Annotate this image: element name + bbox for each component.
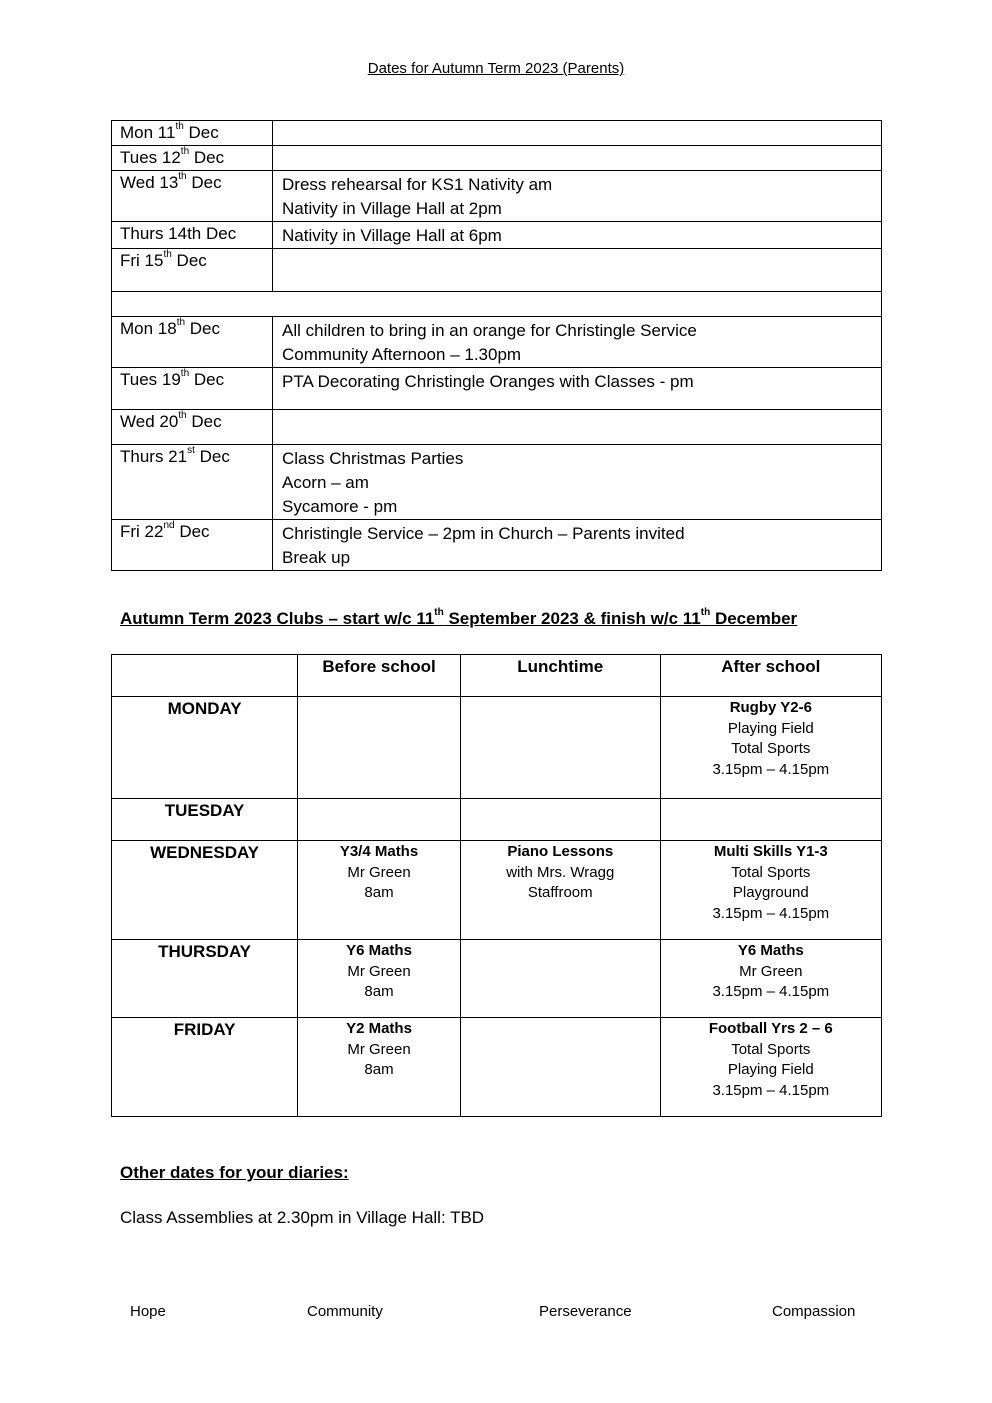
clubs-heading-part3: December [710,609,798,628]
club-detail: with Mrs. Wragg [506,863,615,881]
date-month: Dec [183,123,219,142]
date-month: Dec [171,251,207,270]
club-detail: 3.15pm – 4.15pm [712,904,830,922]
dates-spacer-row [112,292,882,317]
club-day: THURSDAY [112,940,298,1018]
spacer-cell [112,292,882,317]
clubs-header-cell: Before school [298,655,461,697]
dates-row [112,121,882,146]
event-line: Class Christmas Parties [282,449,464,468]
date-suffix: st [187,445,195,456]
dates-row [112,249,882,292]
event-line: Nativity in Village Hall at 2pm [282,199,502,218]
clubs-row-tuesday [112,799,882,841]
clubs-header-cell: After school [660,655,881,697]
dates-row [112,445,882,520]
date-day: Tues 19 [120,370,181,389]
value-perseverance: Perseverance [539,1303,632,1320]
club-name: Football Yrs 2 – 6 [708,1020,833,1037]
club-cell-lunch [460,940,660,1018]
clubs-heading-sup1: th [434,607,444,618]
club-cell-lunch [460,697,660,799]
date-cell [112,317,273,368]
club-cell-before [298,940,461,1018]
club-cell-lunch [460,799,660,841]
page-title: Dates for Autumn Term 2023 (Parents) [367,60,625,77]
event-cell [273,249,882,292]
date-month: Dec [186,173,222,192]
club-detail: Playing Field [727,1061,814,1078]
club-cell-before [298,841,461,940]
club-cell-before [298,799,461,841]
date-suffix: nd [163,520,175,531]
club-cell-lunch [460,1018,660,1117]
date-suffix: th [175,121,184,132]
club-detail: Total Sports [731,740,811,757]
date-day: Mon 18 [120,319,177,338]
club-name: Y6 Maths [737,942,804,959]
club-name: Y6 Maths [346,942,412,959]
club-detail: Mr Green [347,962,411,980]
clubs-row-monday [112,697,882,799]
date-cell [112,121,273,146]
dates-row [112,520,882,571]
date-cell [112,520,273,571]
value-compassion: Compassion [772,1303,856,1320]
event-line: PTA Decorating Christingle Oranges with Classes - pm [282,372,694,391]
event-line: Break up [282,548,351,567]
club-detail: 8am [364,884,394,901]
dates-row [112,317,882,368]
club-day: TUESDAY [112,799,298,841]
event-cell [273,317,882,368]
date-day: Wed 20 [120,412,179,431]
club-cell-lunch [460,841,660,940]
clubs-heading-part1: Autumn Term 2023 Clubs – start w/c 11 [120,609,435,628]
club-cell-after [660,697,881,799]
event-cell [273,410,882,445]
dates-row [112,171,882,222]
date-month: Dec [186,412,222,431]
clubs-heading-sup2: th [700,607,711,618]
date-cell [112,410,273,445]
club-cell-before [298,1018,461,1117]
event-cell [273,146,882,171]
dates-row [112,410,882,445]
dates-row [112,368,882,410]
date-cell [112,445,273,520]
other-dates-heading: Other dates for your diaries: [120,1163,349,1182]
club-name: Y3/4 Maths [339,843,419,860]
date-day: Mon 11 [120,123,176,142]
event-line: Nativity in Village Hall at 6pm [282,226,502,245]
event-cell [273,171,882,222]
date-suffix: th [178,171,187,182]
clubs-heading [120,609,797,629]
clubs-header-row [112,655,882,697]
club-detail: Staffroom [527,884,593,901]
clubs-header-cell [112,655,298,697]
event-line: Sycamore - pm [282,497,398,516]
date-suffix: th [180,146,190,157]
club-day: FRIDAY [112,1018,298,1117]
club-detail: 3.15pm – 4.15pm [712,983,830,1000]
clubs-row-friday [112,1018,882,1117]
club-detail: Mr Green [347,863,411,881]
event-line: Acorn – am [282,473,369,492]
date-month: Dec [189,148,225,167]
dates-row [112,146,882,171]
club-detail: Total Sports [731,1040,811,1058]
dates-table [111,120,882,571]
club-detail: 3.15pm – 4.15pm [712,760,830,778]
event-cell [273,445,882,520]
clubs-table [111,654,882,1117]
date-cell [112,222,273,249]
club-cell-after [660,841,881,940]
club-detail: Playground [732,884,809,901]
club-detail: Total Sports [731,863,811,881]
club-detail: Playing Field [727,719,814,737]
date-suffix: th [178,410,187,421]
event-cell [273,222,882,249]
date-suffix: th [163,249,172,260]
club-name: Rugby Y2-6 [729,699,812,716]
club-detail: 3.15pm – 4.15pm [712,1081,830,1099]
date-month: Dec [174,522,210,541]
event-cell [273,520,882,571]
club-day: MONDAY [112,697,298,799]
club-cell-after [660,1018,881,1117]
date-day: Tues 12 [120,148,181,167]
date-cell [112,171,273,222]
event-cell [273,368,882,410]
clubs-heading-part2: September 2023 & finish w/c 11 [443,609,701,628]
club-name: Y2 Maths [346,1020,412,1037]
clubs-header-cell: Lunchtime [460,655,660,697]
club-detail: Mr Green [739,962,803,980]
event-line: All children to bring in an orange for Christingle Service [282,321,697,340]
event-line: Christingle Service – 2pm in Church – Parents invited [282,524,685,543]
other-dates-text: Class Assemblies at 2.30pm in Village Hall: TBD [120,1208,485,1227]
event-line: Community Afternoon – 1.30pm [282,345,522,364]
club-detail: Mr Green [347,1040,411,1058]
club-cell-after [660,799,881,841]
club-day: WEDNESDAY [112,841,298,940]
date-day: Thurs 21 [120,447,188,466]
club-detail: 8am [364,1061,394,1078]
date-month: Dec [185,319,221,338]
date-day: Fri 22 [120,522,164,541]
date-day: Fri 15 [120,251,164,270]
date-month: Dec [189,370,225,389]
club-cell-before [298,697,461,799]
clubs-row-wednesday [112,841,882,940]
club-cell-after [660,940,881,1018]
date-day: Wed 13 [120,173,179,192]
date-suffix: th [180,368,190,379]
club-detail: 8am [364,983,394,1000]
date-cell [112,368,273,410]
event-cell [273,121,882,146]
value-hope: Hope [130,1303,166,1320]
club-name: Multi Skills Y1-3 [713,843,828,860]
dates-row [112,222,882,249]
clubs-row-thursday [112,940,882,1018]
event-line: Dress rehearsal for KS1 Nativity am [282,175,553,194]
date-suffix: th [176,317,186,328]
date-month: Dec [194,447,230,466]
value-community: Community [307,1303,383,1320]
date-cell [112,249,273,292]
date-day: Thurs 14th Dec [120,224,237,243]
date-cell [112,146,273,171]
club-name: Piano Lessons [507,843,614,860]
